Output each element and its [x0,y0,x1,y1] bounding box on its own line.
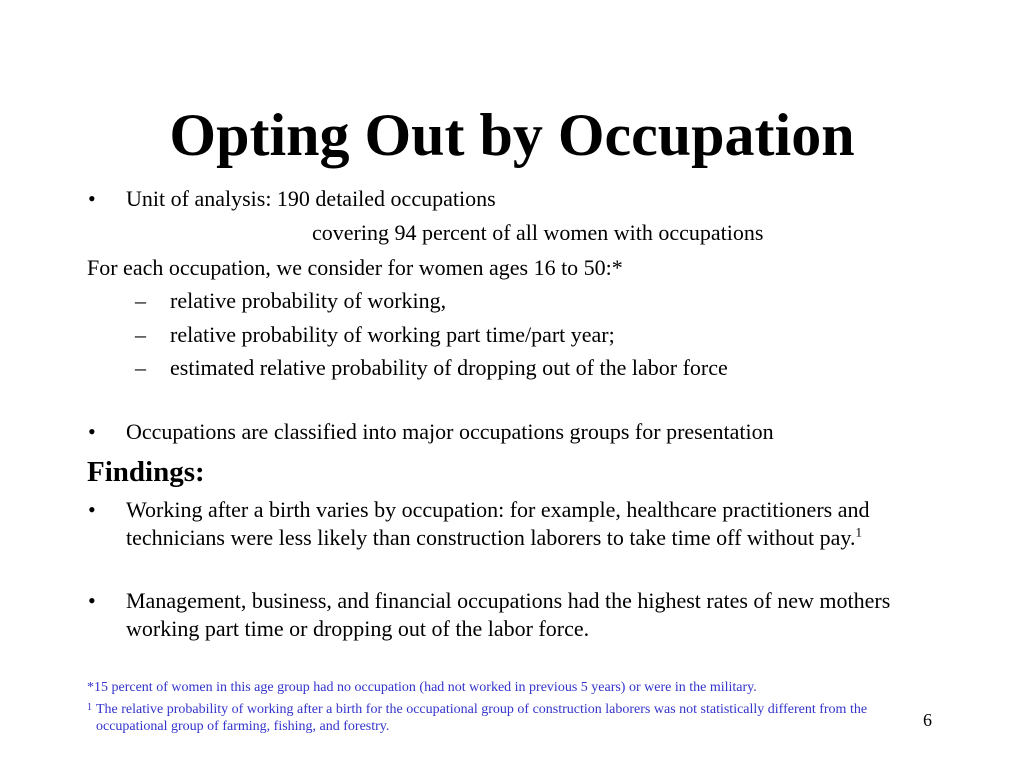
bullet-marker: • [88,419,96,444]
finding-2: Management, business, and financial occupations had the highest rates of new mothers working part time or dropping out of the labor force. [126,588,891,641]
findings-heading: Findings: [87,456,205,488]
dash-marker: – [135,355,146,380]
unit-of-analysis-continuation: covering 94 percent of all women with occupations [312,220,764,245]
sub-item-2: relative probability of working part time/part year; [170,322,615,347]
dash-marker: – [135,322,146,347]
footnote-star: *15 percent of women in this age group had no occupation (had not worked in previous 5 years) or were in the military. [87,680,757,695]
footnote-1-marker: 1 [87,702,92,713]
bullet-marker: • [88,186,96,211]
dash-marker: – [135,288,146,313]
consider-intro-text: For each occupation, we consider for women ages 16 to 50:* [87,255,623,280]
bullet-marker: • [88,588,96,613]
bullet-marker: • [88,497,96,522]
page-number: 6 [923,710,932,730]
sub-item-3: estimated relative probability of dropping out of the labor force [170,355,728,380]
sub-item-1: relative probability of working, [170,288,447,313]
slide-title: Opting Out by Occupation [169,102,855,168]
finding-1-footnote-ref: 1 [855,524,862,540]
finding-1-text: Working after a birth varies by occupation: for example, healthcare practitioners and technicians were less likely than construction laborers to take time off without pay. [126,497,870,550]
finding-1 [126,496,941,552]
classified-text: Occupations are classified into major occupations groups for presentation [126,419,774,444]
unit-of-analysis-text: Unit of analysis: 190 detailed occupations [126,186,496,211]
footnote-1: The relative probability of working after a birth for the occupational group of construction laborers was not statistically different from the occupational group of farming, fishing, and forestry. [96,702,868,734]
